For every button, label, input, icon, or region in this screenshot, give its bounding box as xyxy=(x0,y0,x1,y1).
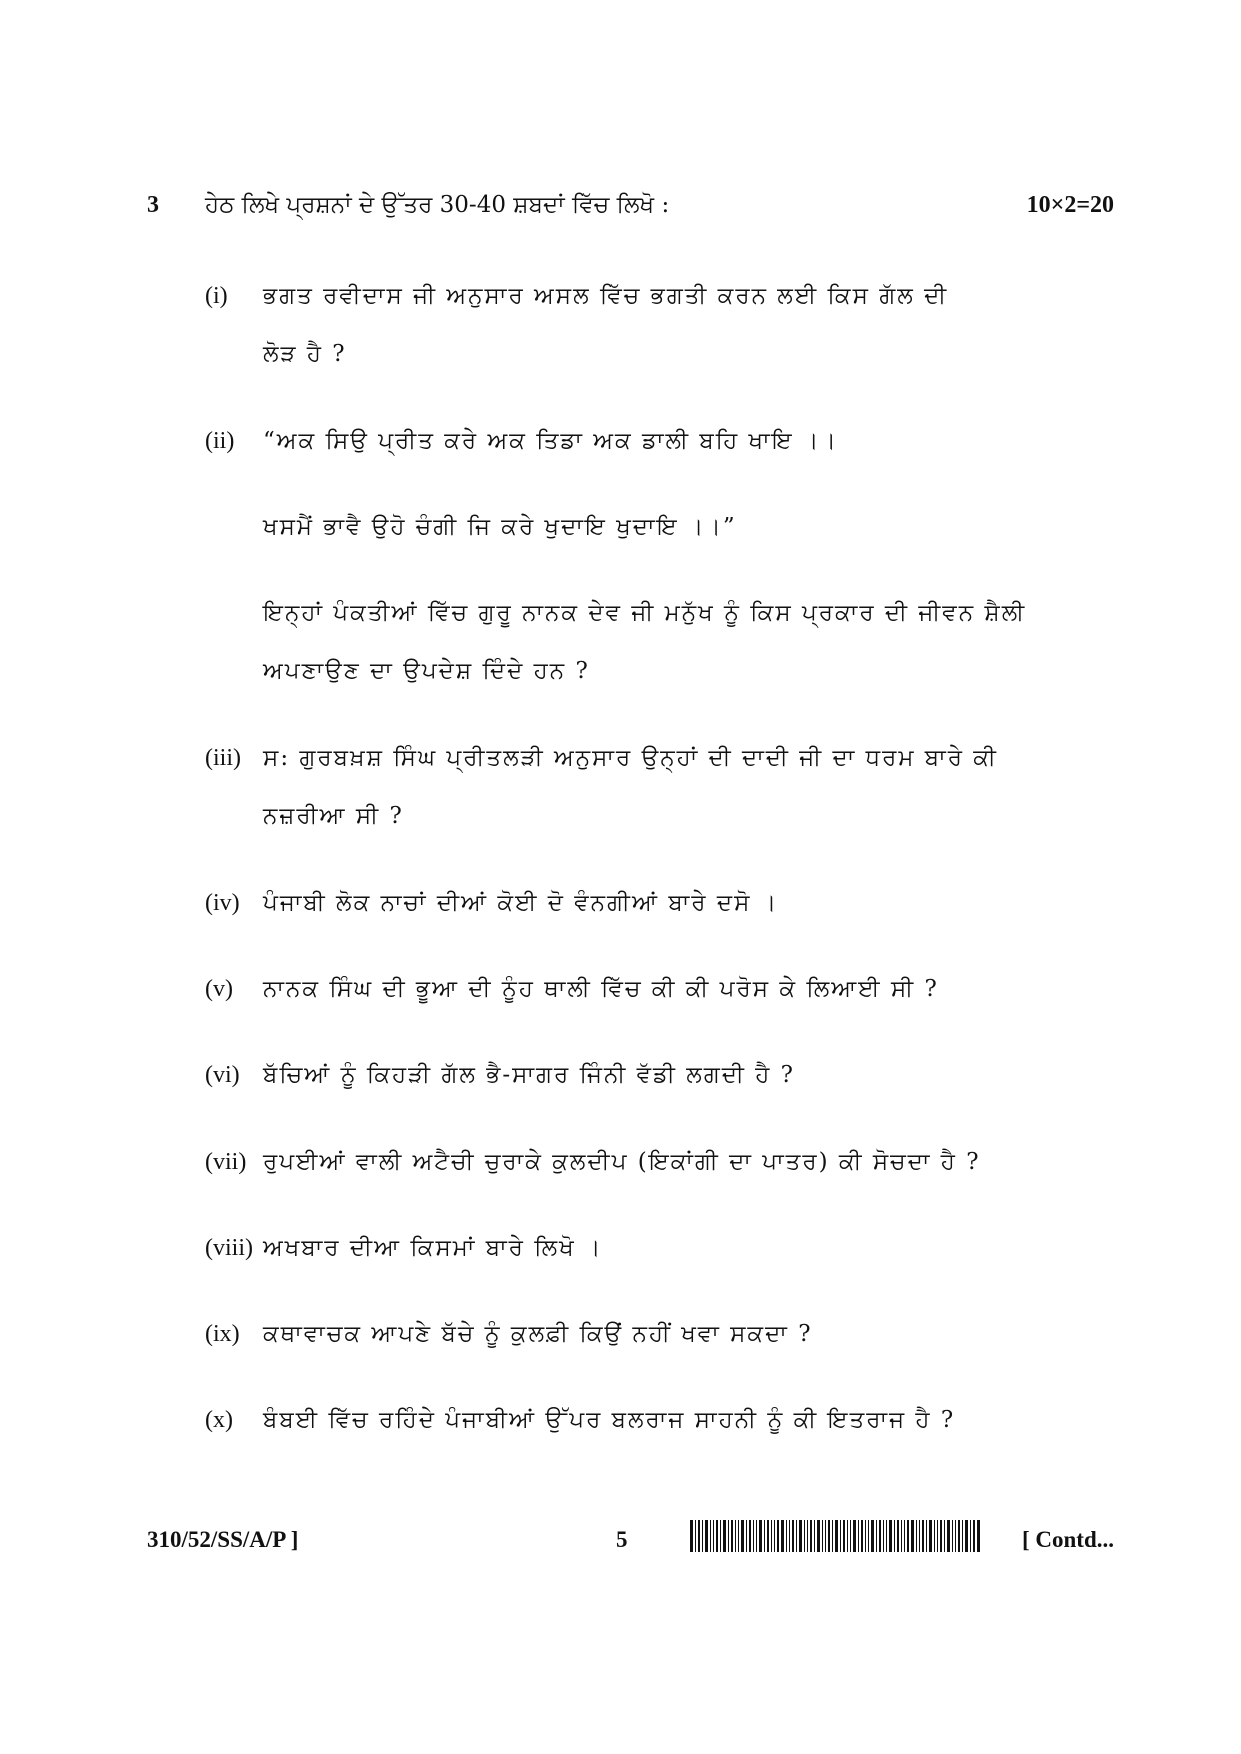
page-number: 5 xyxy=(616,1527,628,1552)
item-text-line: ਨਾਨਕ ਸਿੰਘ ਦੀ ਭੂਆ ਦੀ ਨੂੰਹ ਥਾਲੀ ਵਿੱਚ ਕੀ ਕੀ ਪਰੋਸ ਕੇ ਲਿਆਈ ਸੀ ? xyxy=(263,976,939,1002)
item-roman-iv: (iv) xyxy=(205,890,240,916)
item-text-line: ਸ: ਗੁਰਬਖ਼ਸ਼ ਸਿੰਘ ਪ੍ਰੀਤਲੜੀ ਅਨੁਸਾਰ ਉਨ੍ਹਾਂ ਦੀ ਦਾਦੀ ਜੀ ਦਾ ਧਰਮ ਬਾਰੇ ਕੀ xyxy=(263,745,998,771)
item-text-line: ਅਖਬਾਰ ਦੀਆ ਕਿਸਮਾਂ ਬਾਰੇ ਲਿਖੋ । xyxy=(263,1235,603,1261)
barcode-image xyxy=(690,1520,1020,1552)
item-text-line: ਲੋੜ ਹੈ ? xyxy=(263,341,347,367)
item-text-line: ਭਗਤ ਰਵੀਦਾਸ ਜੀ ਅਨੁਸਾਰ ਅਸਲ ਵਿੱਚ ਭਗਤੀ ਕਰਨ ਲਈ ਕਿਸ ਗੱਲ ਦੀ xyxy=(263,283,949,309)
item-text-line: ਇਨ੍ਹਾਂ ਪੰਕਤੀਆਂ ਵਿੱਚ ਗੁਰੂ ਨਾਨਕ ਦੇਵ ਜੀ ਮਨੁੱਖ ਨੂੰ ਕਿਸ ਪ੍ਰਕਾਰ ਦੀ ਜੀਵਨ ਸ਼ੈਲੀ xyxy=(263,600,1027,626)
question-number: 3 xyxy=(147,192,159,218)
item-roman-viii: (viii) xyxy=(205,1235,253,1261)
item-roman-ii: (ii) xyxy=(205,428,235,454)
item-text-line: ਅਪਣਾਉਣ ਦਾ ਉਪਦੇਸ਼ ਦਿੰਦੇ ਹਨ ? xyxy=(263,658,590,684)
item-text-line: ਕਥਾਵਾਚਕ ਆਪਣੇ ਬੱਚੇ ਨੂੰ ਕੁਲਫ਼ੀ ਕਿਉਂ ਨਹੀਂ ਖਵਾ ਸਕਦਾ ? xyxy=(263,1321,813,1347)
question-instruction: ਹੇਠ ਲਿਖੇ ਪ੍ਰਸ਼ਨਾਂ ਦੇ ਉੱਤਰ 30-40 ਸ਼ਬਦਾਂ ਵਿੱਚ ਲਿਖੋ : xyxy=(205,192,670,218)
item-text-line: ਨਜ਼ਰੀਆ ਸੀ ? xyxy=(263,803,404,829)
item-roman-ix: (ix) xyxy=(205,1321,240,1347)
item-text-line: ਰੁਪਈਆਂ ਵਾਲੀ ਅਟੈਚੀ ਚੁਰਾਕੇ ਕੁਲਦੀਪ (ਇਕਾਂਗੀ ਦਾ ਪਾਤਰ) ਕੀ ਸੋਚਦਾ ਹੈ ? xyxy=(263,1149,981,1175)
item-roman-vii: (vii) xyxy=(205,1149,247,1175)
item-roman-i: (i) xyxy=(205,283,228,309)
item-text-line: ਪੰਜਾਬੀ ਲੋਕ ਨਾਚਾਂ ਦੀਆਂ ਕੋਈ ਦੋ ਵੰਨਗੀਆਂ ਬਾਰੇ ਦਸੋ । xyxy=(263,890,779,916)
item-text-line: “ਅਕ ਸਿਉ ਪ੍ਰੀਤ ਕਰੇ ਅਕ ਤਿਡਾ ਅਕ ਡਾਲੀ ਬਹਿ ਖਾਇ ।। xyxy=(263,428,838,454)
item-roman-vi: (vi) xyxy=(205,1062,240,1088)
marks-allocation: 10×2=20 xyxy=(1026,192,1114,218)
item-text-line: ਬੱਚਿਆਂ ਨੂੰ ਕਿਹੜੀ ਗੱਲ ਭੈ-ਸਾਗਰ ਜਿੰਨੀ ਵੱਡੀ ਲਗਦੀ ਹੈ ? xyxy=(263,1062,796,1088)
item-text-line: ਬੰਬਈ ਵਿੱਚ ਰਹਿੰਦੇ ਪੰਜਾਬੀਆਂ ਉੱਪਰ ਬਲਰਾਜ ਸਾਹਨੀ ਨੂੰ ਕੀ ਇਤਰਾਜ ਹੈ ? xyxy=(263,1407,956,1433)
item-text-line: ਖਸਮੈਂ ਭਾਵੈ ਉਹੋ ਚੰਗੀ ਜਿ ਕਰੇ ਖੁਦਾਇ ਖੁਦਾਇ ।।” xyxy=(263,514,737,540)
paper-code: 310/52/SS/A/P ] xyxy=(147,1527,299,1552)
continued-label: [ Contd... xyxy=(1022,1527,1115,1552)
item-roman-iii: (iii) xyxy=(205,745,241,771)
item-roman-v: (v) xyxy=(205,976,233,1002)
item-roman-x: (x) xyxy=(205,1407,233,1433)
